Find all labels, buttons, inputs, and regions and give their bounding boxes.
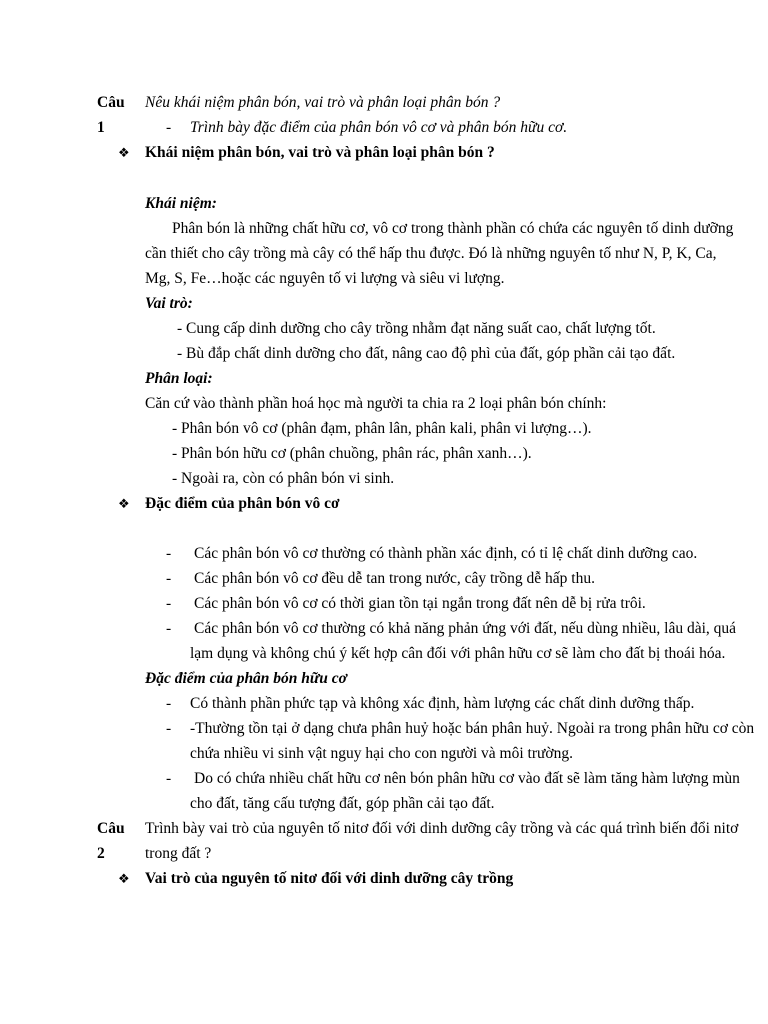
classification-intro: Căn cứ vào thành phần hoá học mà người ta chia ra 2 loại phân bón chính: <box>145 395 607 412</box>
concept-line: cần thiết cho cây trồng mà cây có thể hấp thu được. Đó là những nguyên tố như N, P, K, Ca, <box>145 245 717 262</box>
classification-item: - Phân bón hữu cơ (phân chuồng, phân rác, phân xanh…). <box>172 445 532 462</box>
organic-item: -Thường tồn tại ở dạng chưa phân huỷ hoặc bán phân huỷ. Ngoài ra trong phân hữu cơ còn <box>190 720 755 737</box>
concept-heading: Khái niệm: <box>145 195 217 212</box>
dash-marker: - <box>166 695 172 712</box>
dash-marker: - <box>166 545 172 562</box>
dash-marker: - <box>166 570 172 587</box>
classification-item: - Phân bón vô cơ (phân đạm, phân lân, phân kali, phân vi lượng…). <box>172 420 592 437</box>
question-1-number: 1 <box>97 119 105 136</box>
dash-marker: - <box>166 770 172 787</box>
organic-item-continued: cho đất, tăng cấu tượng đất, góp phần cải tạo đất. <box>190 795 495 812</box>
diamond-bullet-icon: ❖ <box>118 497 130 512</box>
dash-marker: - <box>166 720 172 737</box>
question-2-prompt-continued: trong đất ? <box>145 845 212 862</box>
classification-item: - Ngoài ra, còn có phân bón vi sinh. <box>172 470 395 487</box>
question-2-label: Câu <box>97 820 125 837</box>
question-2-number: 2 <box>97 845 105 862</box>
concept-line: Mg, S, Fe…hoặc các nguyên tố vi lượng và siêu vi lượng. <box>145 270 505 287</box>
inorganic-item: Các phân bón vô cơ đều dễ tan trong nước, cây trồng dễ hấp thu. <box>194 570 595 587</box>
organic-item-continued: chứa nhiều vi sinh vật nguy hại cho con người và môi trường. <box>190 745 573 762</box>
role-item: - Cung cấp dinh dưỡng cho cây trồng nhằm đạt năng suất cao, chất lượng tốt. <box>177 320 656 337</box>
classification-heading: Phân loại: <box>145 370 213 387</box>
question-2-prompt: Trình bày vai trò của nguyên tố nitơ đối với dinh dưỡng cây trồng và các quá trình biến đổi nitơ <box>145 820 739 837</box>
concept-line: Phân bón là những chất hữu cơ, vô cơ trong thành phần có chứa các nguyên tố dinh dưỡng <box>172 220 734 237</box>
question-1-prompt: Nêu khái niệm phân bón, vai trò và phân loại phân bón ? <box>145 94 501 111</box>
inorganic-item: Các phân bón vô cơ thường có thành phần xác định, có tỉ lệ chất dinh dưỡng cao. <box>194 545 698 562</box>
organic-item: Do có chứa nhiều chất hữu cơ nên bón phân hữu cơ vào đất sẽ làm tăng hàm lượng mùn <box>194 770 740 787</box>
section-heading-inorganic: Đặc điểm của phân bón vô cơ <box>145 495 340 512</box>
question-1-subprompt: Trình bày đặc điểm của phân bón vô cơ và phân bón hữu cơ. <box>190 119 568 136</box>
role-item: - Bù đắp chất dinh dưỡng cho đất, nâng cao độ phì của đất, góp phần cải tạo đất. <box>177 345 676 362</box>
section-heading-organic: Đặc điểm của phân bón hữu cơ <box>145 670 347 687</box>
section-heading-nitrogen: Vai trò của nguyên tố nitơ đối với dinh dưỡng cây trồng <box>145 870 514 887</box>
inorganic-item-continued: lạm dụng và không chú ý kết hợp cân đối với phân hữu cơ sẽ làm cho đất bị thoái hóa. <box>190 645 726 662</box>
dash-marker: - <box>166 620 172 637</box>
diamond-bullet-icon: ❖ <box>118 872 130 887</box>
question-1-label: Câu <box>97 94 125 111</box>
diamond-bullet-icon: ❖ <box>118 146 130 161</box>
role-heading: Vai trò: <box>145 295 193 312</box>
organic-item: Có thành phần phức tạp và không xác định, hàm lượng các chất dinh dưỡng thấp. <box>190 695 695 712</box>
dash-marker: - <box>166 595 172 612</box>
dash-marker: - <box>166 119 172 136</box>
inorganic-item: Các phân bón vô cơ có thời gian tồn tại ngắn trong đất nên dễ bị rửa trôi. <box>194 595 646 612</box>
inorganic-item: Các phân bón vô cơ thường có khả năng phản ứng với đất, nếu dùng nhiều, lâu dài, quá <box>194 620 737 637</box>
section-heading-concepts: Khái niệm phân bón, vai trò và phân loại phân bón ? <box>145 144 495 161</box>
